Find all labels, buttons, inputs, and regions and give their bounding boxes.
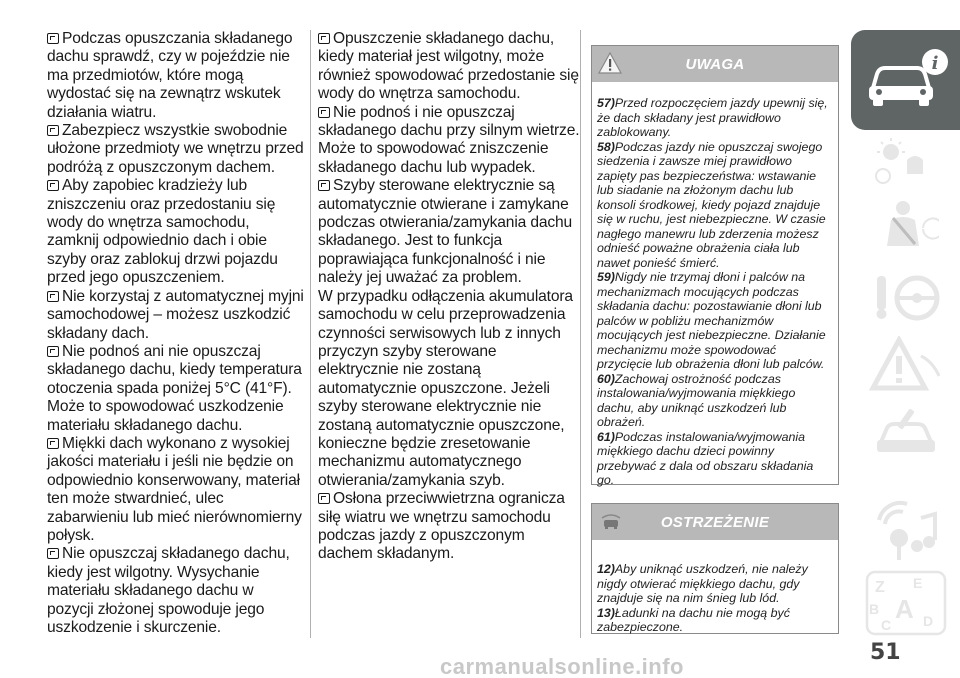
paragraph-text: Nie korzystaj z automatycznej myjni samochodowej – możesz uszkodzić składany dach.: [47, 287, 304, 342]
warning-item-number: 61): [597, 429, 615, 444]
caution-item-number: 13): [597, 605, 615, 620]
svg-text:B: B: [869, 601, 880, 617]
text-column-left: [47, 30, 304, 637]
paragraph: [47, 545, 304, 637]
paragraph: [47, 343, 304, 435]
chapter-sidebar: [851, 30, 960, 640]
paragraph: [318, 30, 580, 104]
warning-item-number: 57): [597, 96, 615, 110]
warning-item-number: 59): [597, 270, 615, 284]
warning-item-text: Nigdy nie trzymaj dłoni i palców na mechanizmach mocujących podczas składania dachu: pozostawianie dłoni lub palców w pobliżu mechanizmów mocujących jest niebezpieczne. Działanie mechanizmu może spowodować przycięcie lub obrażenia dłoni lub palców.: [597, 270, 826, 371]
caution-box-header: [592, 504, 838, 540]
paragraph-text: Opuszczenie składanego dachu, kiedy materiał jest wilgotny, może również spowodować przedostanie się wody do wnętrza samochodu.: [318, 30, 579, 103]
paragraph-text: Podczas opuszczania składanego dachu sprawdź, czy w pojeździe nie ma przedmiotów, które mogą wydostać się na zewnątrz wskutek działania wiatru.: [47, 30, 293, 121]
caution-box: [591, 503, 839, 634]
paragraph: [47, 435, 304, 545]
paragraph: [318, 104, 580, 178]
svg-text:D: D: [923, 613, 934, 629]
paragraph-text: Osłona przeciwwietrzna ogranicza siłę wiatru we wnętrzu samochodu podczas jazdy z opuszczonym dachem składanym.: [318, 490, 565, 563]
text-column-middle: [318, 30, 580, 564]
warning-title: UWAGA: [685, 55, 745, 73]
wrench-car-icon: [873, 404, 943, 464]
paragraph-text: Nie podnoś i nie opuszczaj składanego dachu przy silnym wietrze. Może to spowodować zniszczenie składanego dachu lub wypadek.: [318, 103, 580, 176]
warning-box: [591, 45, 839, 485]
caution-item-text: Ładunki na dachu nie mogą być zabezpieczone.: [597, 605, 790, 634]
bookmark-icon: [318, 33, 330, 44]
paragraph: [47, 288, 304, 343]
paragraph-text: Nie opuszczaj składanego dachu, kiedy jest wilgotny. Wysychanie materiału składanego dachu w pozycji złożonej spowoduje jego uszkodzenie i skurczenie.: [47, 545, 290, 636]
paragraph: [47, 30, 304, 122]
alphabet-index-icon: [865, 570, 947, 636]
paragraph: [318, 288, 580, 490]
warning-item-text: Podczas jazdy nie opuszczaj swojego siedzenia i zawsze miej prawidłowo zapięty pas bezpieczeństwa: wstawanie lub siadanie na złożonym dachu lub konsoli środkowej, kiedy pojazd znajduje się w ruchu, jest niebezpieczne. W czasie nagłego manewru lub zderzenia możesz odnieść poważne obrażenia ciała lub nawet ponieść śmierć.: [597, 139, 826, 270]
caution-item-number: 12): [597, 562, 615, 576]
caution-item-text: Aby uniknąć uszkodzeń, nie należy nigdy otwierać miękkiego dachu, gdy znajduje się na nim śnieg lub lód.: [597, 562, 808, 605]
chapter-tab-active[interactable]: [851, 30, 960, 130]
svg-text:i: i: [931, 53, 939, 74]
warning-item-number: 58): [597, 139, 615, 154]
warning-item-number: 60): [597, 371, 615, 386]
caution-title: OSTRZEŻENIE: [660, 513, 770, 531]
bookmark-icon: [47, 548, 59, 559]
seatbelt-icon: [873, 198, 939, 258]
column-divider: [580, 30, 581, 638]
bookmark-icon: [318, 180, 330, 191]
column-divider: [310, 30, 311, 638]
bookmark-icon: [318, 107, 330, 118]
warning-triangle-icon: [598, 52, 622, 74]
paragraph-text: Miękki dach wykonano z wysokiej jakości materiału i jeśli nie będzie on odpowiednio konserwowany, materiał ten może stwardnieć, ulec zabarwieniu lub mieć nierównomierny połysk.: [47, 434, 302, 544]
warning-list: [592, 82, 838, 488]
warning-item: [597, 430, 832, 488]
caution-list: [592, 540, 838, 635]
dashboard-lights-icon: [871, 138, 941, 188]
bookmark-icon: [47, 291, 59, 302]
bookmark-icon: [47, 33, 59, 44]
key-steering-icon: [871, 268, 943, 326]
sat-nav-music-icon: [871, 500, 943, 564]
bookmark-icon: [47, 180, 59, 191]
paragraph-text: Szyby sterowane elektrycznie są automatycznie otwierane i zamykane podczas otwierania/zamykania dachu składanego. Jest to funkcja poprawiająca funkcjonalność i nie należy jej uważać za problem.: [318, 177, 573, 287]
paragraph-text: Nie podnoś ani nie opuszczaj składanego dachu, kiedy temperatura otoczenia spada poniżej 5°C (41°F). Może to spowodować uszkodzenie materiału składanego dachu.: [47, 342, 302, 434]
warning-item: [597, 372, 832, 430]
paragraph-text: W przypadku odłączenia akumulatora samochodu w celu przeprowadzenia czynności serwisowych lub z innych przyczyn szyby sterowane elektrycznie nie zostaną automatycznie opuszczone. Jeżeli szyby sterowane elektrycznie nie zostaną automatycznie opuszczone, konieczne będzie zresetowanie mechanizmu automatycznego otwierania/zamykania szyb.: [318, 287, 573, 489]
bookmark-icon: [47, 125, 59, 136]
svg-text:Z: Z: [875, 579, 885, 596]
warning-item: [597, 270, 832, 372]
caution-item: [597, 562, 832, 606]
caution-item: [597, 606, 832, 635]
warning-item-text: Zachowaj ostrożność podczas instalowania/wyjmowania miękkiego dachu, aby uniknąć uszkodzeń lub obrażeń.: [597, 371, 796, 429]
bookmark-icon: [47, 346, 59, 357]
warning-item: [597, 96, 832, 140]
paragraph: [47, 122, 304, 177]
paragraph: [47, 177, 304, 287]
car-damage-icon: [598, 510, 624, 534]
bookmark-icon: [47, 438, 59, 449]
warning-triangle-icon: [869, 336, 945, 394]
paragraph-text: Aby zapobiec kradzieży lub zniszczeniu oraz przedostaniu się wody do wnętrza samochodu, zamknij odpowiednio dach i obie szyby oraz zablokuj drzwi pojazdu przed jego opuszczeniem.: [47, 177, 278, 287]
paragraph-text: Zabezpiecz wszystkie swobodnie ułożone przedmioty we wnętrzu przed podróżą z opuszczonym dachem.: [47, 122, 304, 176]
watermark: carmanualsonline.info: [440, 654, 684, 678]
page-number: 51: [870, 640, 901, 665]
paragraph: [318, 177, 580, 287]
bookmark-icon: [318, 493, 330, 504]
warning-box-header: [592, 46, 838, 82]
paragraph: [318, 490, 580, 564]
svg-text:A: A: [895, 594, 914, 624]
warning-item-text: Przed rozpoczęciem jazdy upewnij się, że dach składany jest prawidłowo zablokowany.: [597, 96, 828, 139]
svg-text:C: C: [881, 617, 892, 633]
warning-item: [597, 140, 832, 271]
svg-text:E: E: [913, 575, 923, 591]
warning-item-text: Podczas instalowania/wyjmowania miękkiego dachu dzieci powinny przebywać z dala od obszaru składania go.: [597, 429, 814, 487]
car-info-icon: [865, 48, 955, 110]
